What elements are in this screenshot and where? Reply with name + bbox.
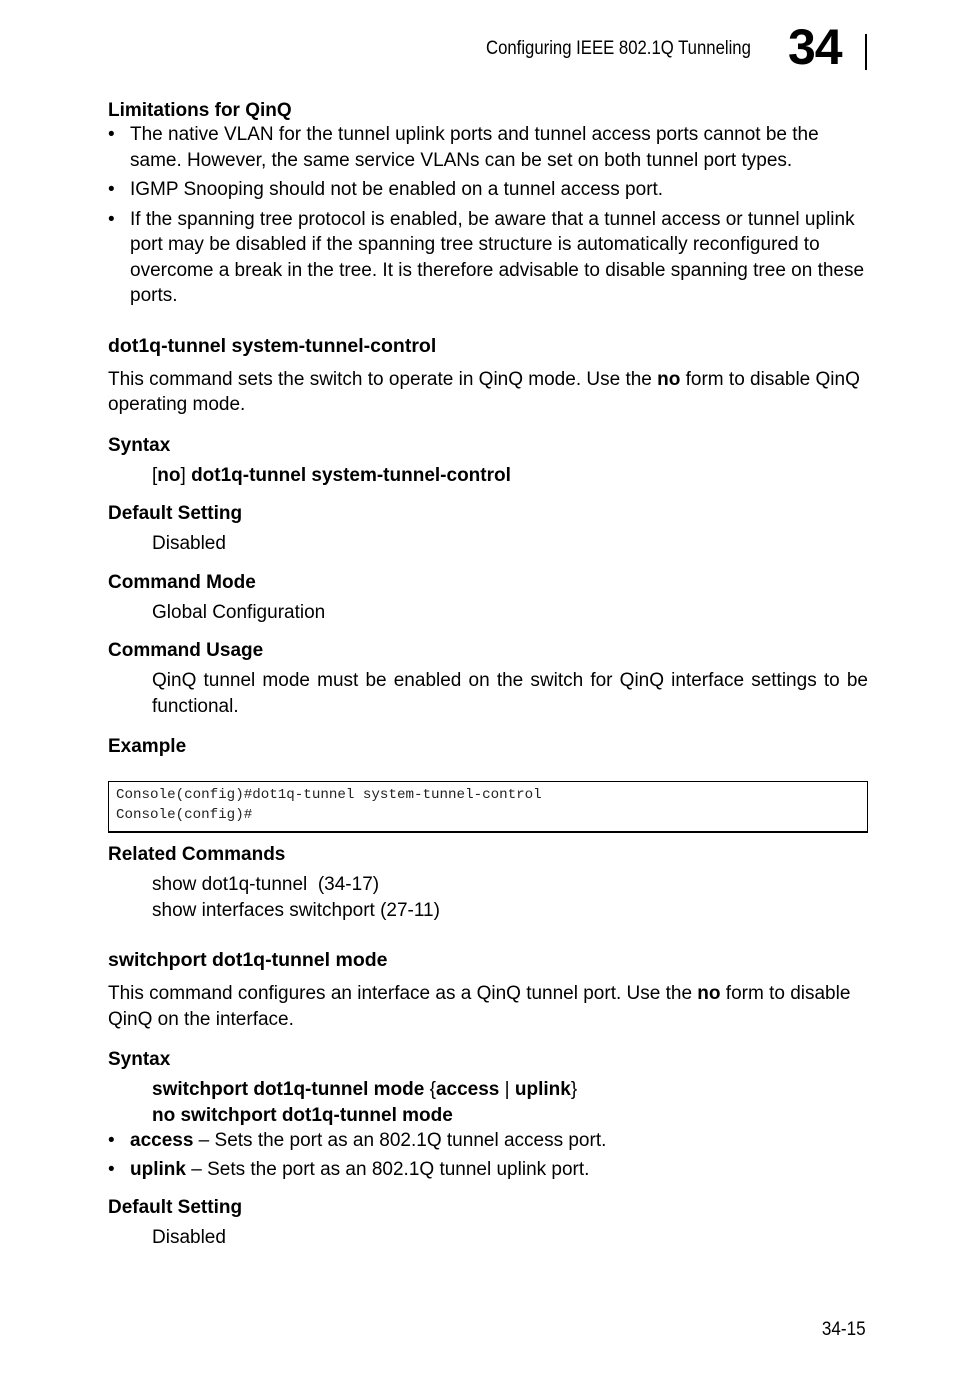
list-item: • uplink – Sets the port as an 802.1Q tunnel uplink port. — [108, 1157, 868, 1183]
code-line: Console(config)#dot1q-tunnel system-tunnel-control — [116, 787, 542, 803]
default-setting-heading: Default Setting — [108, 503, 243, 524]
related-command: show dot1q-tunnel (34-17) — [152, 874, 380, 895]
default-setting-value: Disabled — [152, 533, 226, 554]
syntax-line: [no] dot1q-tunnel system-tunnel-control — [152, 464, 511, 486]
list-item: • If the spanning tree protocol is enabled, be aware that a tunnel access or tunnel uplink port may be disabled if the spanning tree structure is automatically reconfigured to overcome a break in the tree. It is therefore advisable to disable spanning tree on these ports. — [108, 208, 865, 306]
page-number: 34-15 — [822, 1319, 866, 1340]
header-rule — [865, 34, 867, 70]
page-content — [108, 100, 868, 1251]
command-description: This command configures an interface as a QinQ tunnel port. Use the no form to disable QinQ on the interface. — [108, 983, 851, 1030]
code-line: Console(config)# — [116, 806, 253, 823]
syntax-heading: Syntax — [108, 1049, 171, 1070]
command-usage-text: QinQ tunnel mode must be enabled on the switch for QinQ interface settings to be functional. — [152, 670, 868, 717]
bullet-icon: • — [108, 1158, 115, 1180]
related-commands-heading: Related Commands — [108, 844, 286, 865]
limitations-heading: Limitations for QinQ — [108, 100, 292, 121]
syntax-line: no switchport dot1q-tunnel mode — [152, 1104, 453, 1126]
command-usage-heading: Command Usage — [108, 640, 264, 661]
bullet-icon: • — [108, 1130, 115, 1151]
bullet-icon: • — [108, 179, 115, 200]
list-item: • access – Sets the port as an 802.1Q tunnel access port. — [108, 1128, 868, 1154]
example-heading: Example — [108, 736, 187, 757]
command-title: switchport dot1q-tunnel mode — [108, 949, 388, 971]
code-example — [108, 781, 868, 833]
command-mode-value: Global Configuration — [152, 601, 326, 623]
parameter-list — [108, 1128, 868, 1182]
chapter-number: 34 — [788, 19, 842, 75]
command-title: dot1q-tunnel system-tunnel-control — [108, 334, 437, 357]
syntax-line: switchport dot1q-tunnel mode {access | uplink} — [152, 1079, 578, 1100]
running-header-title: Configuring IEEE 802.1Q Tunneling — [486, 38, 751, 59]
default-setting-heading: Default Setting — [108, 1197, 243, 1218]
syntax-heading: Syntax — [108, 434, 171, 456]
related-command: show interfaces switchport (27-11) — [152, 899, 440, 921]
bullet-icon: • — [108, 124, 115, 145]
default-setting-value: Disabled — [152, 1227, 226, 1248]
limitations-list — [108, 122, 868, 309]
bullet-icon: • — [108, 208, 115, 230]
list-item: • IGMP Snooping should not be enabled on a tunnel access port. — [108, 177, 868, 203]
list-item: • The native VLAN for the tunnel uplink ports and tunnel access ports cannot be the same. However, the same service VLANs can be set on both tunnel port types. — [108, 124, 819, 171]
command-mode-heading: Command Mode — [108, 571, 256, 593]
command-description: This command sets the switch to operate in QinQ mode. Use the no form to disable QinQ operating mode. — [108, 368, 860, 415]
